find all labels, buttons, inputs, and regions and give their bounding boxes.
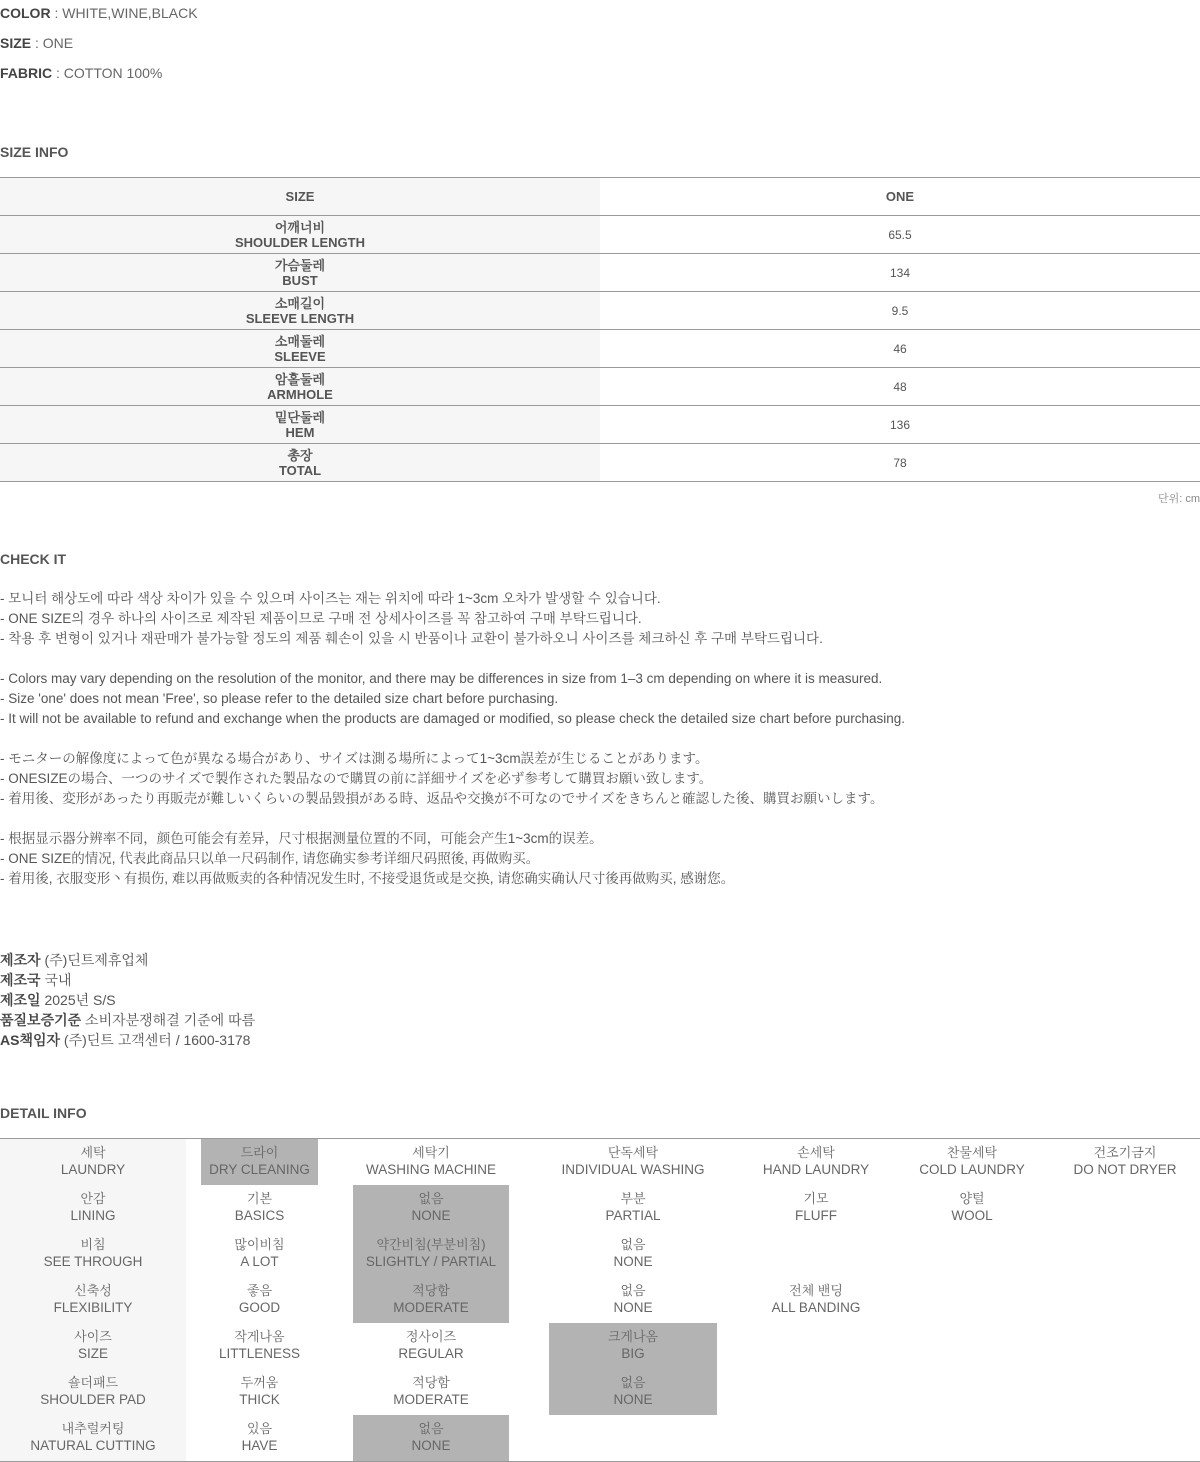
detail-en: COLD LAUNDRY [919,1162,1025,1177]
check-line: - ONE SIZE의 경우 하나의 사이즈로 제작된 제품이므로 구매 전 상세사이즈를 꼭 참고하여 구매 부탁드립니다. [0,611,642,626]
size-table [0,177,1200,482]
detail-en: FLUFF [795,1208,837,1223]
mfg-line [0,990,255,1010]
detail-ko: 있음 [246,1421,273,1436]
detail-ko: 없음 [418,1191,444,1206]
detail-ko: 세탁 [80,1145,106,1160]
check-group-chinese [0,829,734,889]
size-table-header [0,178,1200,216]
measure-label [0,292,600,330]
detail-option [201,1185,318,1231]
detail-table [0,1138,1200,1462]
detail-option [353,1369,509,1415]
detail-en: WASHING MACHINE [365,1162,496,1177]
measure-label [0,254,600,292]
detail-option-selected [201,1139,318,1185]
detail-en: DO NOT DRYER [1073,1162,1177,1177]
measure-en: BUST [282,272,318,288]
mfg-line [0,1010,255,1030]
detail-en: MODERATE [393,1300,469,1315]
size-header-value: ONE [600,178,1200,216]
measure-ko: 가슴둘레 [274,257,326,273]
detail-en: BASICS [234,1208,285,1223]
detail-ko: 단독세탁 [607,1145,659,1160]
spec-label: FABRIC [0,65,53,81]
detail-en: LAUNDRY [60,1162,126,1177]
detail-ko: 찬물세탁 [946,1145,998,1160]
measure-ko: 소매둘레 [274,333,326,349]
detail-option [549,1139,717,1185]
detail-ko: 없음 [620,1237,646,1252]
detail-en: ALL BANDING [771,1300,861,1315]
detail-en: GOOD [238,1300,281,1315]
detail-ko: 안감 [80,1191,106,1206]
detail-ko: 비침 [80,1237,106,1252]
detail-row-label [0,1277,186,1323]
table-row [0,292,1200,330]
detail-option [201,1369,318,1415]
detail-option-selected [549,1369,717,1415]
detail-ko: 작게나옴 [234,1329,285,1344]
detail-en: NONE [613,1392,653,1407]
detail-ko: 좋음 [246,1283,273,1298]
mfg-value: (주)딘트 고객센터 / 1600-3178 [60,1032,251,1048]
measure-en: SLEEVE [274,348,326,364]
detail-option [353,1323,509,1369]
detail-option [902,1139,1042,1185]
detail-en: PARTIAL [605,1208,661,1223]
detail-en: MODERATE [393,1392,469,1407]
size-header-label: SIZE [0,178,600,216]
detail-en: LITTLENESS [218,1346,301,1361]
measure-value: 65.5 [600,216,1200,254]
detail-ko: 없음 [418,1421,444,1436]
detail-ko: 드라이 [240,1145,279,1160]
table-row [0,216,1200,254]
detail-option [740,1277,892,1323]
spec-value: : COTTON 100% [52,65,163,81]
unit-note: 단위: cm [1157,493,1200,505]
detail-en: NONE [613,1254,653,1269]
mfg-label: 제조국 [0,972,41,988]
check-line: - It will not be available to refund and exchange when the products are damaged or modified, so please check the detailed size chart before purchasing. [0,711,906,726]
measure-label [0,330,600,368]
detail-en: REGULAR [398,1346,464,1361]
detail-ko: 약간비침(부분비침) [376,1237,486,1252]
measure-value: 134 [600,254,1200,292]
detail-en: LINING [70,1208,116,1223]
detail-row-label [0,1369,186,1415]
detail-option [201,1231,318,1277]
detail-ko: 적당함 [412,1375,450,1390]
detail-option [1050,1139,1200,1185]
detail-option [902,1185,1042,1231]
check-group-japanese [0,749,883,809]
check-line: - Colors may vary depending on the resolution of the monitor, and there may be differences in size from 1–3 cm depending on where it is measured. [0,671,883,686]
measure-ko: 소매길이 [274,295,326,311]
detail-en: HAND LAUNDRY [762,1162,870,1177]
detail-ko: 숄더패드 [67,1375,119,1390]
measure-label [0,406,600,444]
mfg-label: 제조일 [0,992,41,1008]
detail-en: NONE [411,1438,451,1453]
detail-option [353,1139,509,1185]
detail-en: SIZE [77,1346,108,1361]
detail-en: INDIVIDUAL WASHING [561,1162,705,1177]
table-row [0,406,1200,444]
measure-en: ARMHOLE [267,386,333,402]
check-line: - 모니터 해상도에 따라 색상 차이가 있을 수 있으며 사이즈는 재는 위치에 따라 1~3cm 오차가 발생할 수 있습니다. [0,591,661,606]
mfg-line [0,1030,255,1050]
detail-option [740,1139,892,1185]
detail-ko: 없음 [620,1283,646,1298]
detail-en: SLIGHTLY / PARTIAL [365,1254,497,1269]
measure-ko: 어깨너비 [274,219,326,235]
detail-row-label [0,1323,186,1369]
measure-en: SLEEVE LENGTH [245,310,355,326]
detail-en: HAVE [241,1438,278,1453]
detail-option [201,1415,318,1461]
spec-color [0,5,198,21]
manufacturer-info [0,950,255,1050]
measure-value: 46 [600,330,1200,368]
measure-value: 9.5 [600,292,1200,330]
check-line: - ONE SIZE的情况, 代表此商品只以单一尺码制作, 请您确实参考详细尺码照後, 再做购买。 [0,851,540,866]
measure-en: SHOULDER LENGTH [235,234,365,250]
detail-ko: 기모 [803,1191,829,1206]
detail-ko: 사이즈 [74,1329,112,1344]
measure-ko: 밑단둘레 [274,409,326,425]
detail-option-selected [353,1277,509,1323]
detail-ko: 적당함 [412,1283,450,1298]
check-it-heading: CHECK IT [0,551,67,567]
detail-en: SHOULDER PAD [40,1392,146,1407]
table-row [0,330,1200,368]
spec-fabric [0,65,162,81]
detail-ko: 크게나옴 [607,1329,659,1344]
mfg-line [0,970,255,990]
measure-label [0,368,600,406]
detail-ko: 부분 [620,1191,646,1206]
detail-ko: 양털 [959,1191,985,1206]
spec-label: COLOR [0,5,51,21]
check-line: - Size 'one' does not mean 'Free', so please refer to the detailed size chart before purchasing. [0,691,559,706]
check-line: - 根据显示器分辨率不同，颜色可能会有差异，尺寸根据测量位置的不同，可能会产生1~3cm的误差。 [0,831,603,846]
check-line: - モニターの解像度によって色が異なる場合があり、サイズは測る場所によって1~3cm誤差が生じることがあります。 [0,751,709,766]
detail-en: THICK [239,1392,280,1407]
mfg-value: (주)딘트제휴업체 [40,952,149,968]
mfg-label: 품질보증기준 [0,1012,82,1028]
detail-option-selected [353,1185,509,1231]
measure-label [0,444,600,482]
detail-row-label [0,1231,186,1277]
mfg-label: 제조자 [0,952,41,968]
mfg-value: 소비자분쟁해결 기준에 따름 [81,1012,256,1028]
detail-option [740,1185,892,1231]
detail-row-label [0,1139,186,1185]
detail-option [549,1277,717,1323]
measure-value: 78 [600,444,1200,482]
detail-ko: 두꺼움 [240,1375,279,1390]
mfg-label: AS책임자 [0,1032,61,1048]
mfg-line [0,950,255,970]
detail-option-selected [353,1415,509,1461]
table-row [0,368,1200,406]
detail-en: NATURAL CUTTING [30,1438,156,1453]
detail-en: SEE THROUGH [43,1254,143,1269]
detail-en: BIG [621,1346,645,1361]
check-group-korean [0,589,823,649]
detail-ko: 기본 [246,1191,273,1206]
detail-row-label [0,1415,186,1461]
detail-en: FLEXIBILITY [53,1300,133,1315]
detail-ko: 정사이즈 [405,1329,457,1344]
detail-info-heading: DETAIL INFO [0,1105,87,1121]
measure-ko: 암홀둘레 [274,371,326,387]
table-row [0,254,1200,292]
detail-option-selected [549,1323,717,1369]
detail-ko: 손세탁 [797,1145,835,1160]
check-line: - ONESIZEの場合、一つのサイズで製作された製品なので購買の前に詳細サイズを必ず参考して購買お願い致します。 [0,771,713,786]
measure-en: TOTAL [278,462,322,478]
measure-label [0,216,600,254]
detail-ko: 세탁기 [412,1145,450,1160]
spec-label: SIZE [0,35,32,51]
detail-ko: 전체 밴딩 [789,1283,843,1298]
check-line: - 착용 후 변형이 있거나 재판매가 불가능할 정도의 제품 훼손이 있을 시 반품이나 교환이 불가하오니 사이즈를 체크하신 후 구매 부탁드립니다. [0,631,823,646]
detail-en: A LOT [240,1254,279,1269]
detail-ko: 건조기금지 [1093,1145,1157,1160]
detail-en: DRY CLEANING [209,1162,310,1177]
detail-option [549,1185,717,1231]
measure-value: 48 [600,368,1200,406]
check-line: - 着用後, 衣服变形丶有损伤, 难以再做贩卖的各种情况发生时, 不接受退货或是交换, 请您确实确认尺寸後再做购买, 感谢您。 [0,871,735,886]
spec-value: : ONE [31,35,74,51]
mfg-value: 2025년 S/S [40,992,116,1008]
detail-ko: 신축성 [74,1283,112,1298]
detail-option [549,1231,717,1277]
detail-en: WOOL [951,1208,993,1223]
size-info-heading: SIZE INFO [0,144,69,160]
spec-value: : WHITE,WINE,BLACK [50,5,198,21]
check-line: - 着用後、変形があったり再販売が難しいくらいの製品毀損がある時、返品や交換が不可なのでサイズをきちんと確認した後、購買お願いします。 [0,791,884,806]
detail-option [201,1277,318,1323]
check-group-english [0,669,905,729]
detail-en: NONE [411,1208,451,1223]
measure-en: HEM [285,424,315,440]
spec-size [0,35,73,51]
measure-value: 136 [600,406,1200,444]
detail-ko: 많이비침 [234,1237,285,1252]
detail-option-selected [353,1231,509,1277]
table-row [0,444,1200,482]
detail-row-label [0,1185,186,1231]
measure-ko: 총장 [287,447,313,463]
detail-en: NONE [613,1300,653,1315]
detail-option [201,1323,318,1369]
mfg-value: 국내 [40,972,72,988]
detail-ko: 없음 [620,1375,646,1390]
detail-ko: 내추럴커팅 [61,1421,125,1436]
